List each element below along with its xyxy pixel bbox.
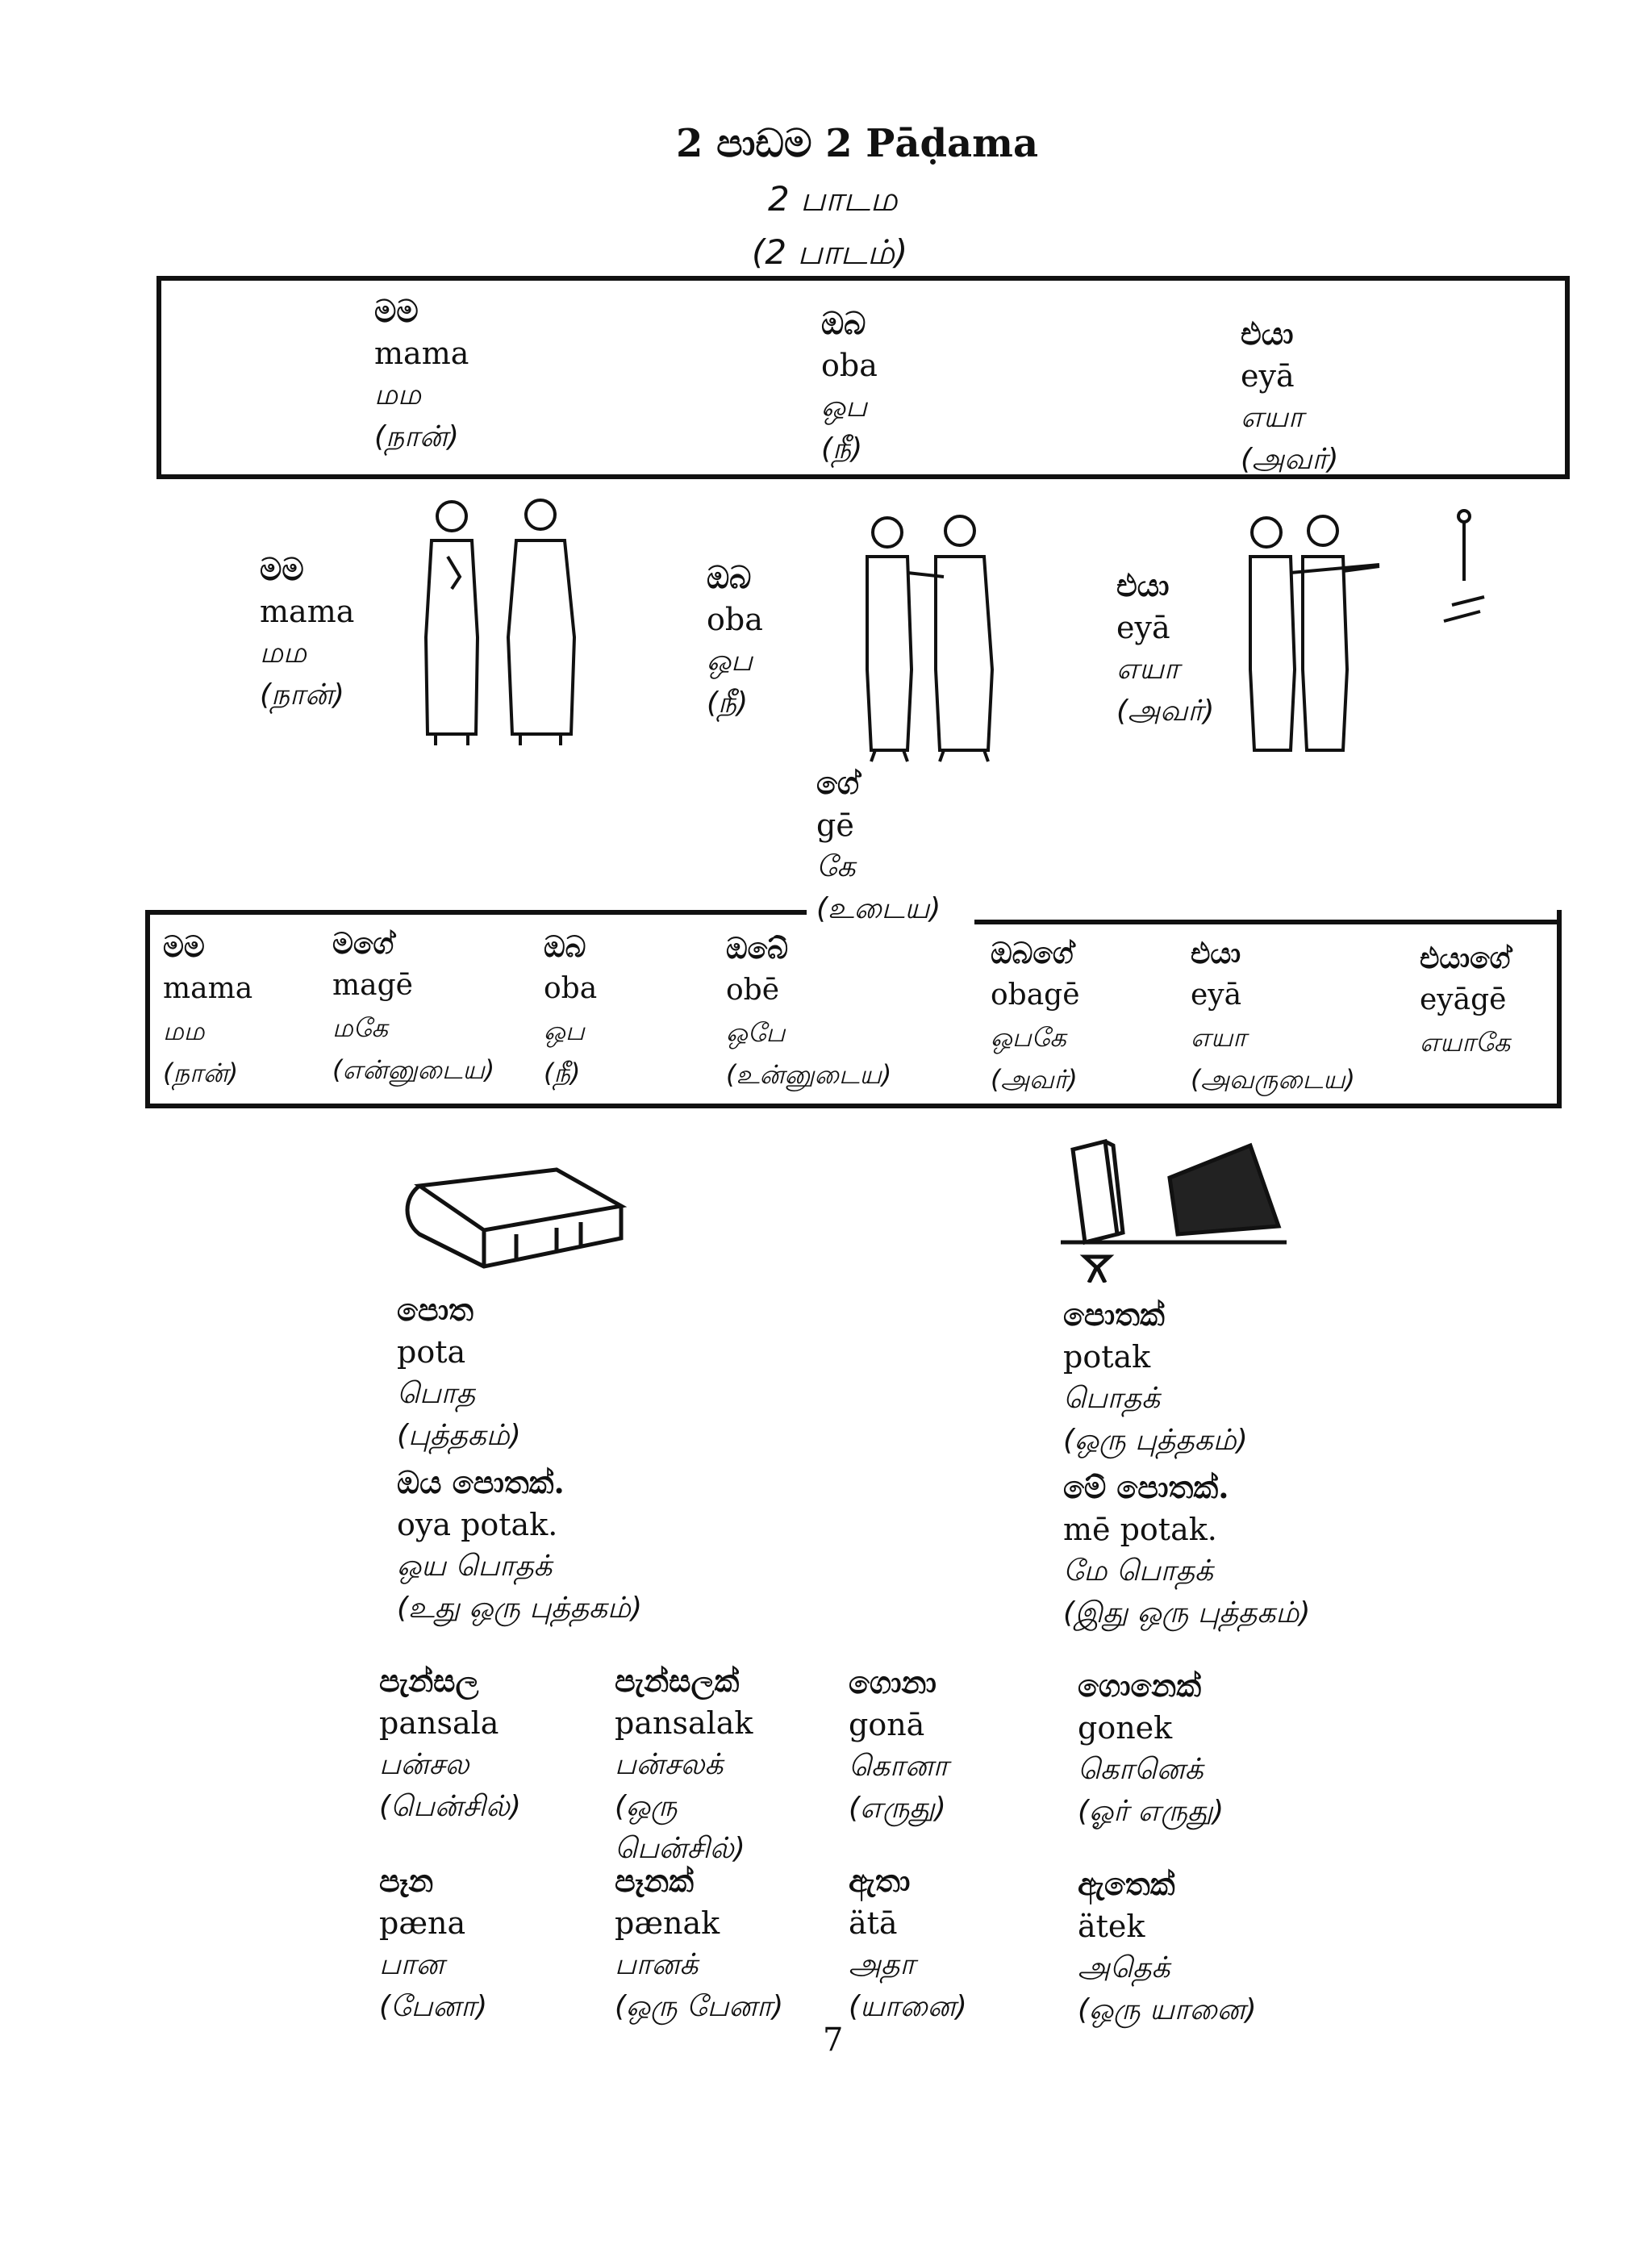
sinhala-word: මම [260,551,304,587]
tamil-script: பானக் [615,1948,699,1981]
tamil-gloss-continued: பென்சில்) [615,1832,745,1865]
tamil-gloss: (ஒரு பேனா) [615,1990,784,2023]
vocab-entry [849,1662,949,1830]
tamil-script: பான [379,1948,444,1981]
transliteration: mama [374,336,469,371]
transliteration: oba [544,972,598,1005]
tamil-script: ஒப [821,390,867,424]
sinhala-word: මගේ [332,927,394,961]
tamil-gloss: (ஒரு [615,1790,678,1823]
page-number: 7 [823,2022,844,2059]
tamil-sentence-gloss: (உது ஒரு புத்தகம்) [397,1592,643,1625]
transliteration: eyāgē [1420,983,1507,1016]
transliteration: magē [332,969,413,1002]
figure-label-mama [260,549,354,716]
books-on-shelf-icon [1057,1129,1291,1283]
tamil-gloss: (யானை) [849,1990,967,2023]
page-title-tamil: 2 பாடம [768,179,898,219]
sinhala-word: ගේ [816,765,860,801]
sinhala-word: පැන්සල [379,1663,479,1699]
transliteration: pæna [379,1905,466,1941]
tamil-gloss: (நான்) [163,1058,239,1088]
possessive-entry [332,923,494,1091]
tamil-script: எயா [1191,1022,1247,1053]
sinhala-word: ගොනා [849,1664,937,1700]
transliteration: eyā [1116,610,1170,645]
tamil-script: ஒப [707,645,753,678]
page-title-tamil-gloss: (2 பாடம்) [752,232,908,272]
possessive-entry [1191,933,1355,1100]
sinhala-word: ඇතෙක් [1078,1866,1175,1902]
vocab-entry [849,1860,967,2028]
tamil-script: அதா [849,1948,916,1981]
tamil-gloss: (நீ) [544,1058,581,1088]
tamil-script: எயா [1241,401,1304,434]
sinhala-word: පෑන [379,1863,434,1899]
transliteration: mama [163,972,253,1005]
sinhala-word: පොතක් [1063,1296,1165,1333]
tamil-script: அதெக் [1078,1951,1170,1984]
tamil-gloss: (நான்) [374,420,459,453]
tamil-script: எயா [1116,653,1179,686]
tamil-gloss: (எருது) [849,1792,946,1825]
tamil-script: ஒபே [726,1017,786,1048]
pronoun-entry [821,303,878,470]
tamil-script: ஒப [544,1016,585,1046]
tamil-script: கே [816,850,856,883]
vocab-entry [379,1860,487,2028]
sinhala-word: මම [163,930,205,964]
possessive-entry [544,926,597,1094]
sinhala-word: ඔබගේ [991,937,1074,970]
tamil-gloss: (நான்) [260,678,344,711]
tamil-gloss: (ஒரு யானை) [1078,1993,1257,2026]
tamil-gloss: (என்னுடைய) [332,1054,495,1085]
transliteration: pota [397,1334,466,1370]
possessive-entry [991,933,1080,1100]
possessive-box-top-left [145,910,807,915]
sinhala-word: පෑනක් [615,1863,695,1899]
sinhala-word: ඔබ [821,305,866,341]
tamil-script: பொதக் [1063,1382,1161,1415]
tamil-script: பன்சலக் [615,1748,724,1781]
transliteration: pænak [615,1905,720,1941]
book-left-entry [397,1289,642,1629]
possessive-entry [1420,937,1510,1063]
tamil-script: எயாகே [1420,1027,1511,1058]
tamil-script: பன்சல [379,1748,469,1781]
transliteration: eyā [1191,978,1242,1012]
sinhala-sentence: ඔය පොතක්. [397,1464,565,1500]
sinhala-word: ගොනෙක් [1078,1667,1202,1704]
ge-suffix-label [816,762,949,930]
sinhala-word: පැන්සලක් [615,1663,740,1699]
vocab-entry [1078,1665,1224,1833]
tamil-script: மம [163,1016,205,1046]
sinhala-word: ඔබේ [726,932,788,966]
tamil-script: பொத [397,1377,476,1410]
vocab-entry [615,1660,753,1870]
tamil-sentence-gloss: (இது ஒரு புத்தகம்) [1063,1596,1311,1629]
tamil-script: மம [374,378,421,411]
tamil-sentence: ஒய பொதக் [397,1550,553,1583]
transliteration: mama [260,594,355,629]
transliteration: oba [707,602,763,637]
book-icon [395,1162,629,1275]
book-right-entry [1063,1294,1310,1634]
tamil-script: மகே [332,1012,388,1043]
vocab-entry [379,1660,521,1828]
tamil-gloss: (ஒரு புத்தகம்) [1063,1424,1248,1457]
tamil-gloss: (அவர்) [991,1064,1078,1095]
tamil-gloss: (அவருடைய) [1191,1064,1355,1095]
men-pair-illustration-eya [1234,508,1492,766]
sinhala-word: එයාගේ [1420,941,1511,975]
vocab-entry [1078,1863,1257,2031]
men-pair-illustration-mama [403,492,597,750]
possessive-box-top-right [974,920,1557,924]
sinhala-word: එයා [1241,315,1294,352]
tamil-sentence: மே பொதக் [1063,1554,1214,1588]
sinhala-word: ඔබ [544,930,586,964]
possessive-entry [726,928,891,1095]
transliteration: obē [726,974,780,1007]
transliteration: obagē [991,978,1080,1012]
tamil-gloss: (நீ) [707,686,749,720]
tamil-script: கொனெக் [1078,1753,1204,1786]
sinhala-word: ඔබ [707,559,752,595]
transliteration: potak [1063,1339,1151,1375]
tamil-gloss: (புத்தகம்) [397,1419,521,1452]
pronoun-entry [374,290,469,458]
transliteration-sentence: mē potak. [1063,1512,1217,1547]
transliteration: ätek [1078,1909,1145,1944]
transliteration: pansala [379,1705,499,1741]
sinhala-word: පොත [397,1291,473,1328]
tamil-gloss: (பேனா) [379,1990,488,2023]
tamil-script: மம [260,636,307,670]
transliteration: oba [821,348,878,383]
tamil-gloss: (உன்னுடைய) [726,1059,892,1090]
transliteration: gonek [1078,1710,1173,1746]
sinhala-sentence: මේ පොතක්. [1063,1469,1229,1505]
possessive-entry [163,926,252,1094]
sinhala-word: මම [374,293,419,329]
transliteration: pansalak [615,1705,753,1741]
transliteration: ätā [849,1905,898,1941]
transliteration: gonā [849,1707,925,1742]
transliteration: gē [816,807,854,843]
page-title: 2 පාඩම 2 Pāḍama [676,121,1039,166]
men-pair-illustration-oba [831,508,1016,766]
transliteration-sentence: oya potak. [397,1507,558,1542]
sinhala-word: ඇතා [849,1863,911,1899]
figure-label-eya [1116,565,1214,732]
tamil-gloss: (பென்சில்) [379,1790,521,1823]
tamil-gloss: (அவர்) [1116,695,1215,728]
figure-label-oba [707,557,763,724]
tamil-gloss: (ஓர் எருது) [1078,1795,1224,1828]
sinhala-word: එයා [1191,937,1241,970]
tamil-script: ஒபகே [991,1022,1066,1053]
transliteration: eyā [1241,358,1295,394]
sinhala-word: එයා [1116,567,1170,603]
vocab-entry [615,1860,783,2028]
tamil-gloss: (நீ) [821,432,863,465]
tamil-script: கொனா [849,1750,949,1783]
tamil-gloss: (உடைய) [808,888,949,930]
pronoun-entry [1241,313,1338,481]
tamil-gloss: (அவர்) [1241,443,1339,476]
